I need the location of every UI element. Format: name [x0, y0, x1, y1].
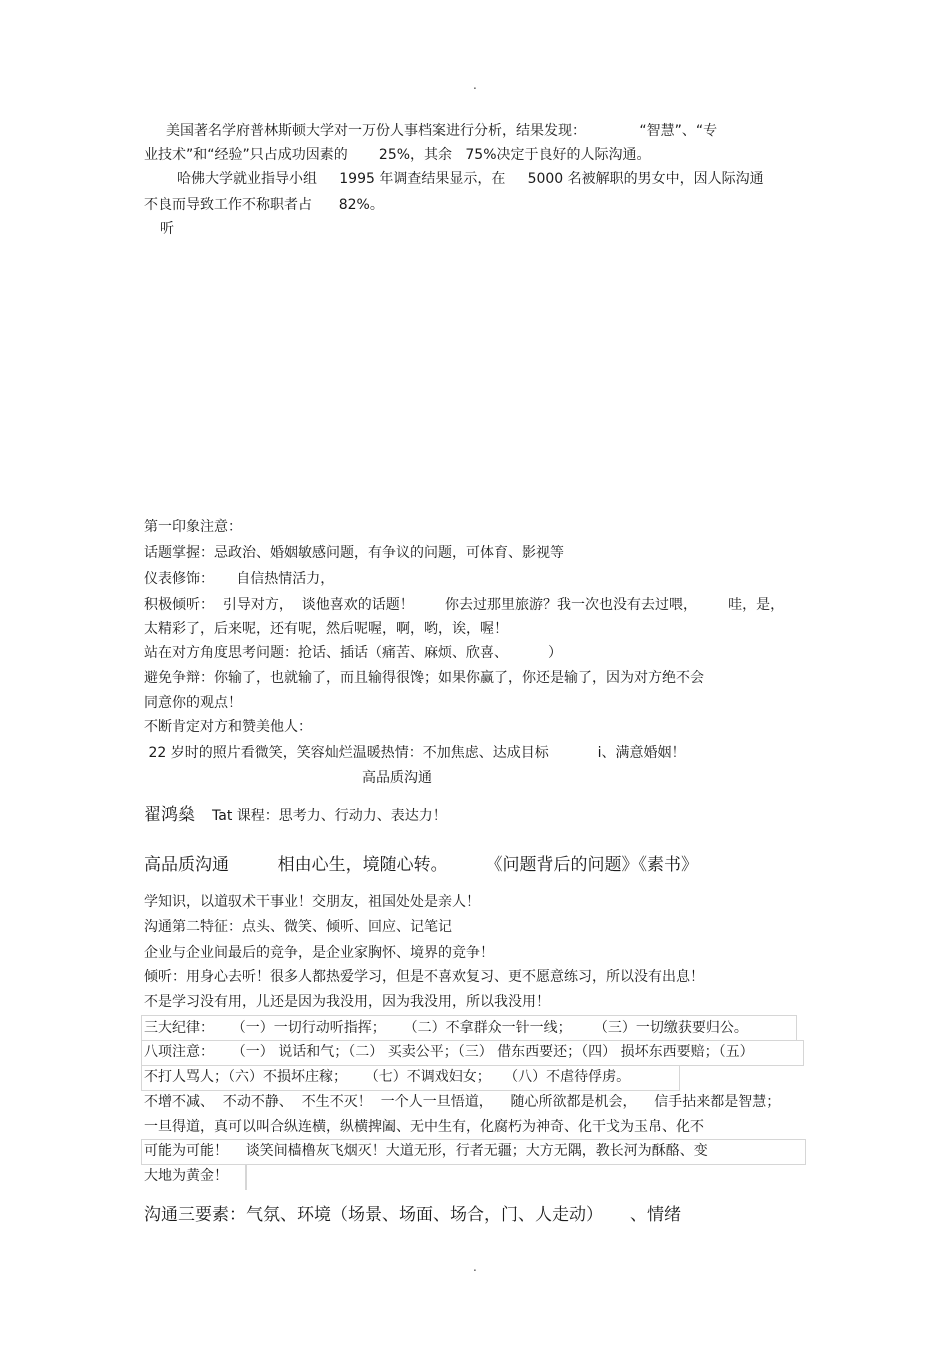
body-line-5: 太精彩了，后来呢，还有呢，然后呢喔，啊，哟，诶，喔！: [144, 621, 508, 637]
body2-line-4: 倾听：用身心去听！很多人都热爱学习，但是不喜欢复习、更不愿意练习，所以没有出息！: [144, 969, 704, 985]
intro-line-3: 哈佛大学就业指导小组 1995 年调查结果显示，在 5000 名被解职的男女中，因人际沟通: [177, 171, 764, 187]
body-line-4: 积极倾听： 引导对方， 谈他喜欢的话题！ 你去过那里旅游？我一次也没有去过喂， 哇，是，: [144, 597, 785, 613]
body2-line-9: 不增不减、 不动不静、 不生不灭！ 一个人一旦悟道， 随心所欲都是机会， 信手拈来都是智慧；: [144, 1094, 781, 1110]
body-line-8: 同意你的观点！: [144, 695, 242, 711]
intro-line-5: 听: [160, 221, 174, 237]
body2-line-10: 一旦得道，真可以叫合纵连横，纵横捭阖、无中生有，化腐朽为神奇、化干戈为玉帛、化不: [144, 1119, 704, 1135]
body-line-10: 22 岁时的照片看微笑，笑容灿烂温暖热情：不加焦虑、达成目标 i、满意婚姻！: [144, 745, 686, 761]
body2-line-6: 三大纪律： （一）一切行动听指挥； （二）不拿群众一针一线； （三）一切缴获要归公。: [144, 1020, 748, 1036]
body2-line-2: 沟通第二特征：点头、微笑、倾听、回应、记笔记: [144, 919, 452, 935]
author-name: 翟鸿燊: [144, 805, 195, 825]
heading-three-elements: 沟通三要素：气氛、环境（场景、场面、场合，门、人走动） 、情绪: [144, 1205, 682, 1225]
course-line: Tat 课程：思考力、行动力、表达力！: [212, 808, 447, 824]
page-footer-mark: .: [473, 1260, 477, 1274]
page-header-mark: .: [473, 78, 477, 92]
intro-line-4: 不良而导致工作不称职者占 82%。: [144, 197, 384, 213]
body-line-1: 第一印象注意：: [144, 519, 242, 535]
border-box-gold: [245, 1164, 247, 1190]
body2-line-5: 不是学习没有用，儿还是因为我没用，因为我没用，所以我没用！: [144, 994, 550, 1010]
body-line-6: 站在对方角度思考问题：抢话、插话（痛苦、麻烦、欣喜、 ）: [144, 645, 563, 661]
body-line-7: 避免争辩：你输了，也就输了，而且输得很馋；如果你赢了，你还是输了，因为对方绝不会: [144, 670, 704, 686]
body2-line-7: 八项注意： （一） 说话和气；（二） 买卖公平；（三） 借东西要还；（四） 损坏东西要赔；（五）: [144, 1044, 754, 1060]
body2-line-1: 学知识，以道驭术干事业！交朋友，祖国处处是亲人！: [144, 894, 480, 910]
intro-line-1: 美国著名学府普林斯顿大学对一万份人事档案进行分析，结果发现： “智慧”、“专: [166, 123, 718, 139]
body-line-9: 不断肯定对方和赞美他人：: [144, 719, 312, 735]
body-line-2: 话题掌握：忌政治、婚姻敏感问题，有争议的问题，可体育、影视等: [144, 545, 564, 561]
body2-line-8: 不打人骂人；（六）不损坏庄稼； （七）不调戏妇女； （八）不虐待俘虏。: [144, 1069, 631, 1085]
intro-line-2: 业技术”和“经验”只占成功因素的 25%，其余 75%决定于良好的人际沟通。: [144, 147, 651, 163]
body2-line-3: 企业与企业间最后的竞争，是企业家胸怀、境界的竞争！: [144, 945, 494, 961]
body2-line-11: 可能为可能！ 谈笑间樯橹灰飞烟灭！大道无形，行者无疆；大方无隅，教长河为酥酪、变: [144, 1143, 708, 1159]
subheading-quality-communication: 高品质沟通: [362, 770, 432, 786]
body-line-3: 仪表修饰： 自信热情活力，: [144, 571, 335, 587]
heading-quality-communication: 高品质沟通 相由心生，境随心转。 《问题背后的问题》《素书》: [144, 855, 698, 875]
body2-line-12: 大地为黄金！: [144, 1168, 228, 1184]
